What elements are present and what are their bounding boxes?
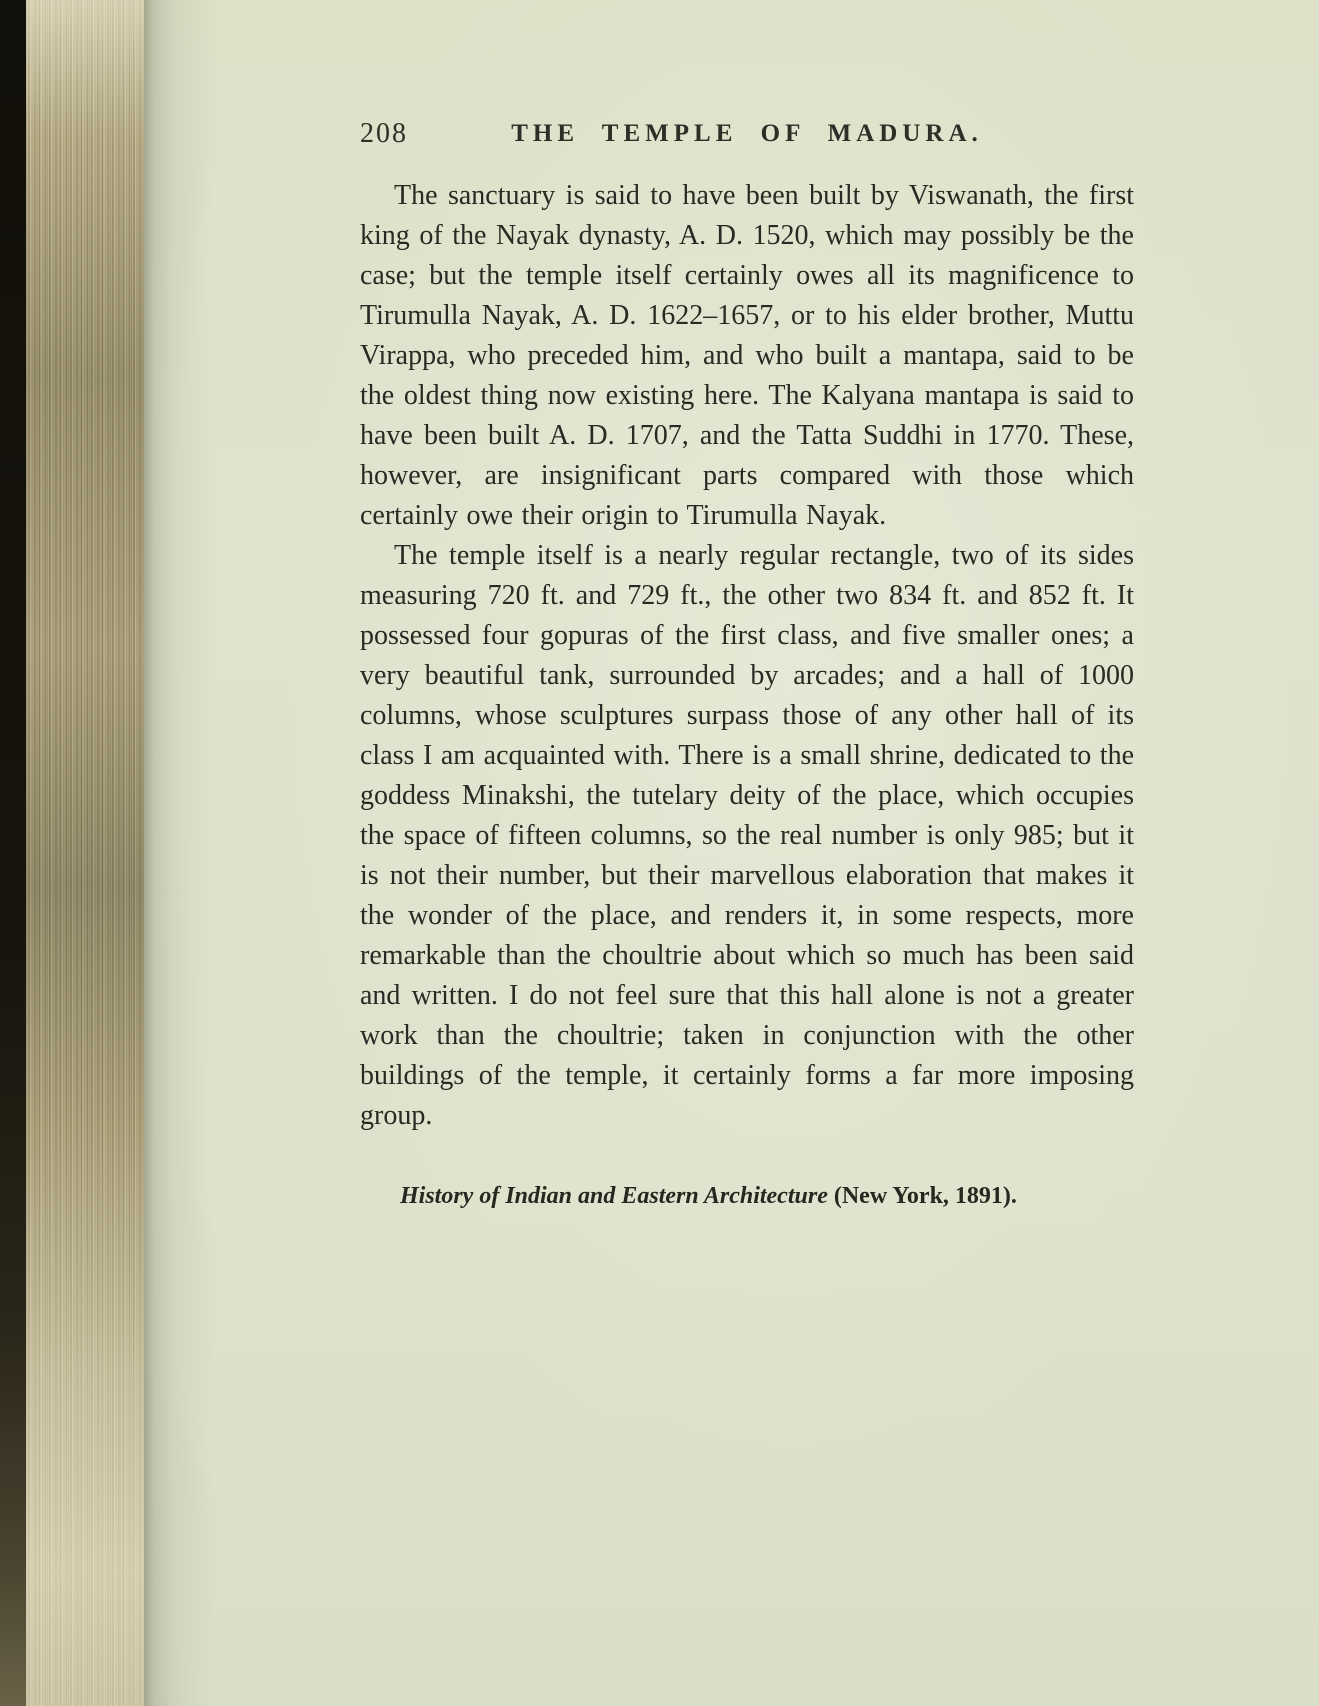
footnote-book-title: History of Indian and Eastern Architecture (400, 1183, 828, 1209)
footnote (360, 1180, 1134, 1212)
stacked-page-edges (26, 0, 144, 1706)
running-head-title: THE TEMPLE OF MADURA. (511, 120, 983, 147)
book-spine-edge (0, 0, 26, 1706)
page-number: 208 (360, 118, 408, 149)
gutter-shadow (144, 0, 214, 1706)
book-page (144, 0, 1319, 1706)
paragraph-2: The temple itself is a nearly regular rectangle, two of its sides measuring 720 ft. and 729 ft., the other two 834 ft. and 852 ft. It possessed four gopuras of the first class, and five smaller ones; a very beautiful tank, surrounded by arcades; and a hall of 1000 columns, whose sculptures surpass those of any other hall of its class I am acquainted with. There is a small shrine, dedicated to the goddess Minakshi, the tutelary deity of the place, which occupies the space of fifteen columns, so the real number is only 985; but it is not their number, but their marvellous elaboration that makes it the wonder of the place, and renders it, in some respects, more remarkable than the choultrie about which so much has been said and written. I do not feel sure that this hall alone is not a greater work than the choultrie; taken in conjunction with the other buildings of the temple, it certainly forms a far more imposing group. (360, 540, 1134, 1131)
paragraph-1: The sanctuary is said to have been built by Viswanath, the first king of the Nayak dynasty, A. D. 1520, which may possibly be the case; but the temple itself certainly owes all its magnificence to Tirumulla Nayak, A. D. 1622–1657, or to his elder brother, Muttu Virappa, who preceded him, and who built a mantapa, said to be the oldest thing now existing here. The Kalyana mantapa is said to have been built A. D. 1707, and the Tatta Suddhi in 1770. These, however, are insignificant parts compared with those which certainly owe their origin to Tirumulla Nayak. (360, 180, 1134, 531)
text-block (360, 118, 1134, 1212)
page-header (360, 118, 1134, 150)
footnote-publication-info: (New York, 1891). (827, 1183, 1017, 1209)
